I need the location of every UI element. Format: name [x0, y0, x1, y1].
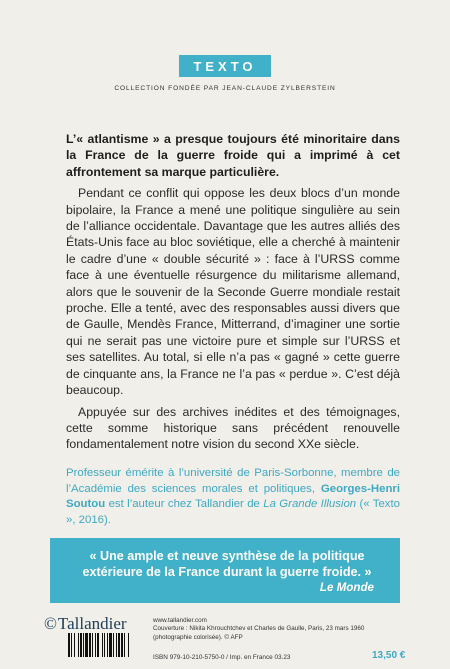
author-bio-middle: est l’auteur chez Tallandier de	[105, 498, 264, 511]
isbn-line: ISBN 979-10-210-5750-0 / Imp. en France 03.23	[153, 654, 291, 661]
barcode-bar	[107, 633, 108, 657]
body-paragraph-2: Appuyée sur des archives inédites et des témoignages, cette somme historique sans précédent renouvelle fondamentalement notre vision du second XXe siècle.	[66, 404, 400, 452]
publisher-logo	[44, 614, 127, 634]
barcode-bar	[118, 633, 120, 657]
body-paragraph-1: Pendant ce conflit qui oppose les deux blocs d’un monde bipolaire, la France a mené une politique singulière au sein de l’alliance occidentale. Davantage que les autres alliés des États-Unis face au bloc soviétique, elle a cherché à maintenir le cadre d’une « double sécurité » : face à l’URSS comme face à une éventuelle résurgence du militarisme allemand, alors que le souvenir de la Seconde Guerre mondiale restait proche. Elle a tenté, avec des responsables aussi divers que de Gaulle, Mendès France, Mitterrand, d’imaginer une sortie qui ne serait pas une victoire pure et simple sur l’URSS et ses satellites. Au total, si elle n’a pas « gagné » cette guerre de cinquante ans, la France ne l’a pas « perdue ». C’est déjà beaucoup.	[66, 186, 400, 398]
author-bio-end: (« Texto », 2016).	[66, 498, 401, 526]
author-name: Georges-Henri Soutou	[66, 482, 400, 511]
press-quote-box	[50, 538, 400, 603]
barcode-bar	[74, 633, 75, 657]
barcode-bar	[116, 633, 117, 657]
barcode	[68, 633, 148, 657]
barcode-bar	[102, 633, 103, 657]
press-quote: « Une ample et neuve synthèse de la politique extérieure de la France durant la guerre froide. »	[82, 549, 372, 579]
collection-line: COLLECTION FONDÉE PAR JEAN-CLAUDE ZYLBERSTEIN	[114, 85, 336, 92]
author-bio	[66, 466, 400, 528]
barcode-bar	[104, 633, 105, 657]
barcode-bar	[78, 633, 79, 657]
barcode-bar	[71, 633, 72, 657]
barcode-bar	[89, 633, 91, 657]
credits	[153, 617, 388, 642]
barcode-bar	[113, 633, 114, 657]
author-bio-intro: Professeur émérite à l’université de Paris-Sorbonne, membre de l’Académie des sciences morales et politiques,	[66, 467, 400, 495]
cover-credit: Couverture : Nikita Khrouchtchev et Charles de Gaulle, Paris, 23 mars 1960 (photographie colorisée). © AFP	[153, 625, 365, 641]
barcode-bar	[121, 633, 123, 657]
barcode-graphic	[68, 633, 148, 657]
barcode-bar	[128, 633, 129, 657]
website: www.tallandier.com	[153, 617, 207, 624]
barcode-bar	[85, 633, 88, 657]
publisher-name: Tallandier	[57, 614, 127, 633]
barcode-bar	[95, 633, 96, 657]
barcode-bar	[80, 633, 82, 657]
barcode-bar	[109, 633, 112, 657]
back-cover-text	[66, 131, 400, 458]
price: 13,50 €	[372, 650, 406, 661]
lead-paragraph: L’« atlantisme » a presque toujours été minoritaire dans la France de la guerre froide qui a imprimé à cet affrontement sa marque particulière.	[66, 132, 400, 179]
book-title: La Grande Illusion	[263, 498, 357, 511]
barcode-bar	[97, 633, 99, 657]
barcode-bar	[83, 633, 84, 657]
series-badge: TEXTO	[179, 55, 271, 77]
publisher-mark-icon: ©	[44, 614, 57, 633]
barcode-bar	[68, 633, 70, 657]
barcode-bar	[92, 633, 93, 657]
barcode-bar	[124, 633, 125, 657]
press-quote-source: Le Monde	[319, 581, 374, 594]
